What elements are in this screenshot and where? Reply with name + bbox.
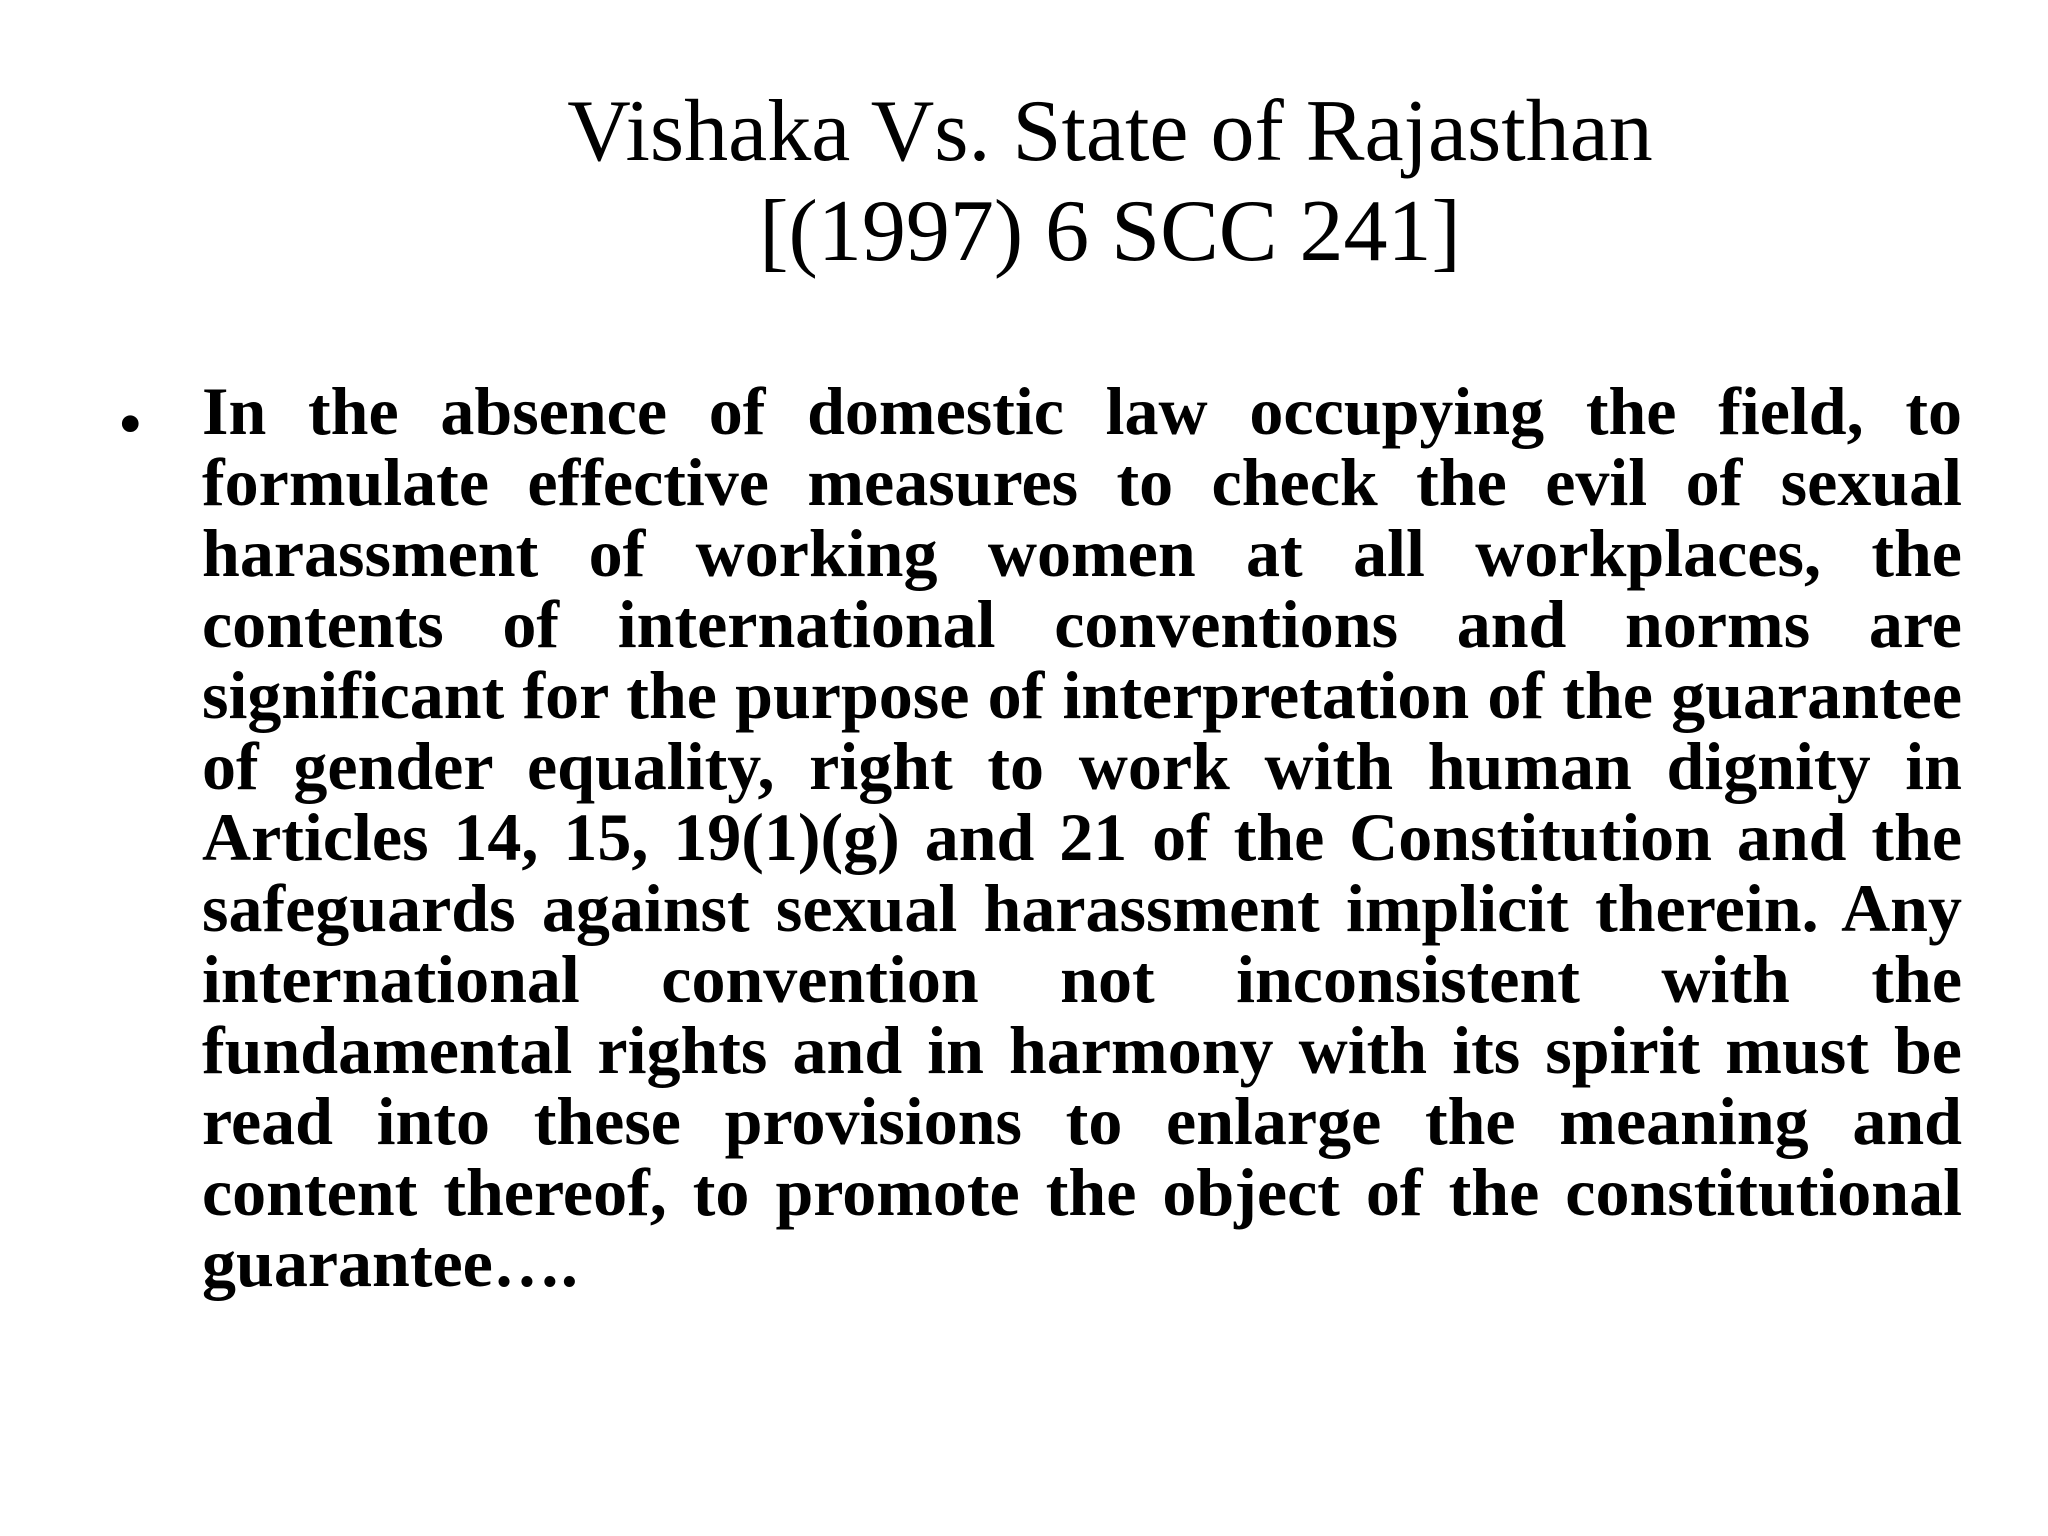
title-line-citation: [(1997) 6 SCC 241] — [759, 183, 1461, 280]
bullet-marker: • — [118, 386, 143, 463]
title-line-case-name: Vishaka Vs. State of Rajasthan — [567, 83, 1653, 180]
bullet-text: In the absence of domestic law occupying the field, to formulate effective measures to check the evil of sexual harassment of working women at all workplaces, the contents of international conventions and norms are significant for the purpose of interpretation of the guarantee of gender equality, right to work with human dignity in Articles 14, 15, 19(1)(g) and 21 of the Constitution and the safeguards against sexual harassment implicit therein. Any international convention not inconsistent with the fundamental rights and in harmony with its spirit must be read into these provisions to enlarge the meaning and content thereof, to promote the object of the constitutional guarantee…. — [202, 373, 1962, 1301]
slide-title — [280, 82, 1940, 282]
